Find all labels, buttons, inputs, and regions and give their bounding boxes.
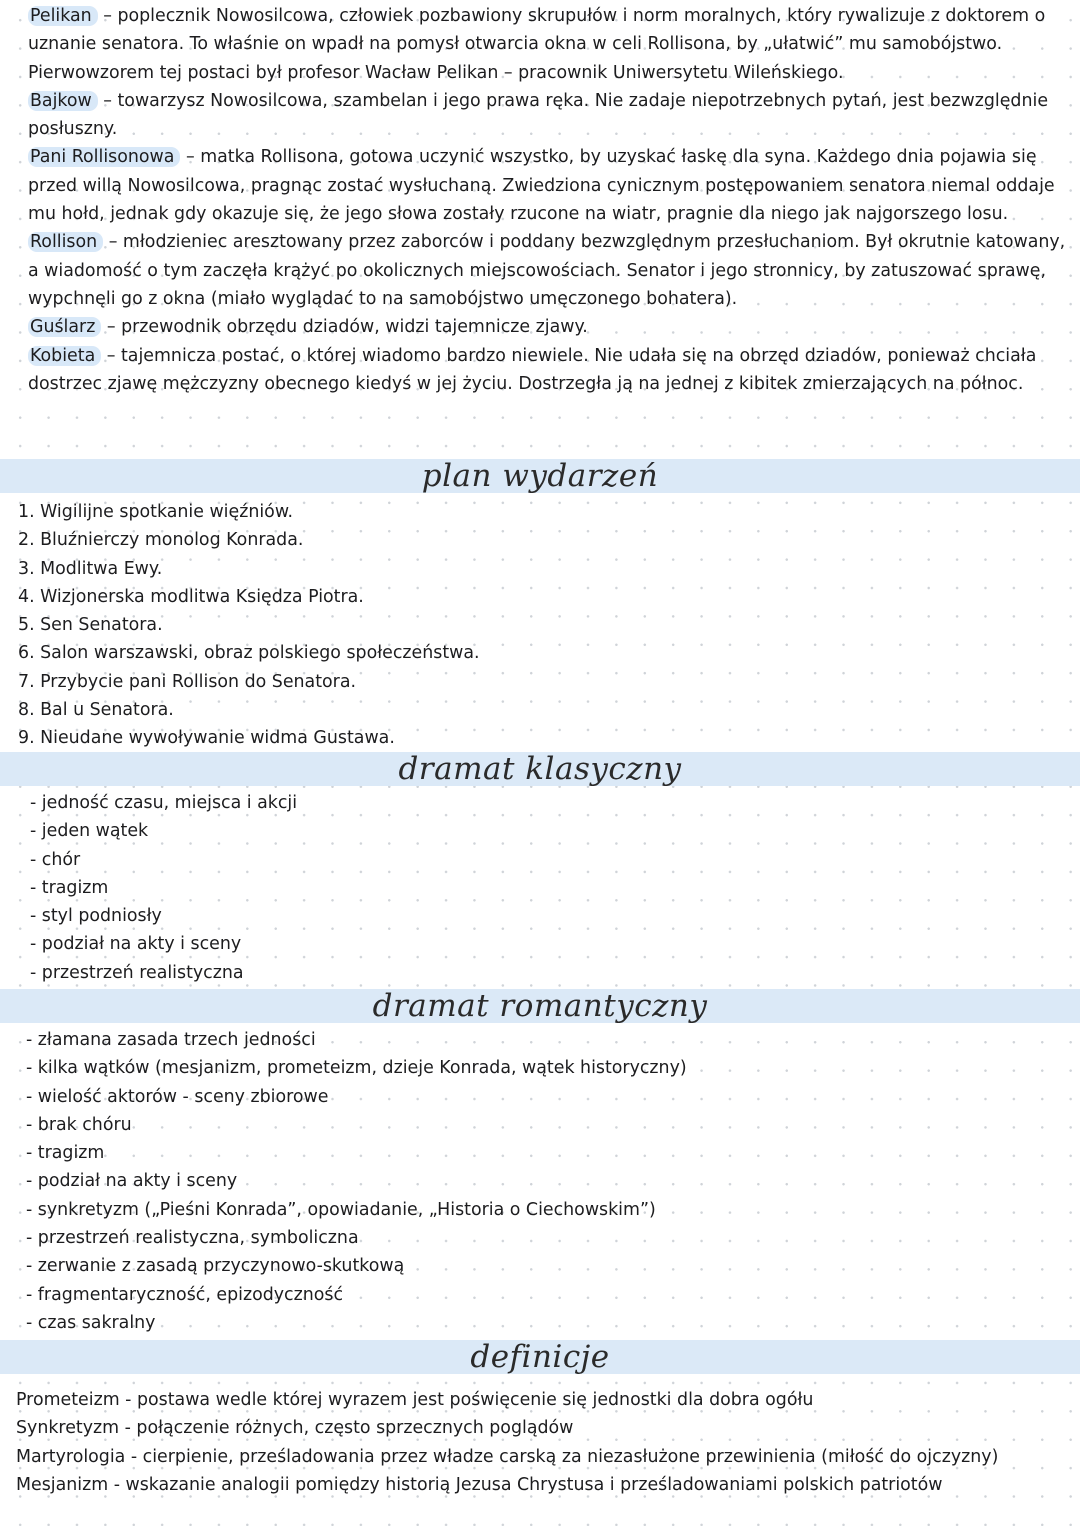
character-name: Pani Rollisonowa bbox=[28, 147, 180, 167]
definitions-list bbox=[16, 1386, 998, 1499]
classical-list bbox=[30, 789, 297, 987]
character-description: – towarzysz Nowosilcowa, szambelan i jego prawa ręka. Nie zadaje niepotrzebnych pytań, jest bezwzględnie posłuszny. bbox=[28, 90, 1049, 140]
character-entry bbox=[28, 143, 1068, 228]
list-item: - zerwanie z zasadą przyczynowo-skutkową bbox=[26, 1256, 405, 1277]
list-item: - tragizm bbox=[30, 877, 109, 898]
character-name: Rollison bbox=[28, 232, 103, 252]
list-item: - brak chóru bbox=[26, 1114, 132, 1135]
romantic-list bbox=[26, 1026, 687, 1337]
list-item: - fragmentaryczność, epizodyczność bbox=[26, 1284, 344, 1305]
character-description: – poplecznik Nowosilcowa, człowiek pozbawiony skrupułów i norm moralnych, który rywalizuje z doktorem o uznanie senatora. To właśnie on wpadł na pomysł otwarcia okna w celi Rollisona, by „ułatwić” mu samobójstwo. Pierwowzorem tej postaci był profesor Wacław Pelikan – pracownik Uniwersytetu Wileńskiego. bbox=[28, 6, 1046, 83]
list-item: - styl podniosły bbox=[30, 906, 162, 927]
list-item: 3. Modlitwa Ewy. bbox=[18, 558, 163, 579]
section-title-definitions: definicje bbox=[470, 1339, 610, 1375]
list-item: - jedność czasu, miejsca i akcji bbox=[30, 793, 298, 813]
list-item: - czas sakralny bbox=[26, 1312, 156, 1333]
character-name: Guślarz bbox=[28, 317, 101, 337]
character-description: – młodzieniec aresztowany przez zaborców i poddany bezwzględnym przesłuchaniom. Był okrutnie katowany, a wiadomość o tym zaczęła krążyć po okolicznych miejscowościach. Senator i jego stronnicy, by zatuszować sprawę, wypchnęli go z okna (miało wyglądać to na samobójstwo umęczonego bohatera). bbox=[28, 232, 1066, 309]
list-item: - podział na akty i sceny bbox=[30, 934, 242, 955]
section-title-romantic: dramat romantyczny bbox=[372, 988, 708, 1024]
list-item: - synkretyzm („Pieśni Konrada”, opowiadanie, „Historia o Ciechowskim”) bbox=[26, 1199, 656, 1220]
definition-item: Mesjanizm - wskazanie analogii pomiędzy historią Jezusa Chrystusa i prześladowaniami polskich patriotów bbox=[16, 1474, 943, 1495]
list-item: 5. Sen Senatora. bbox=[18, 615, 163, 636]
character-entry bbox=[28, 342, 1068, 399]
list-item: 2. Bluźnierczy monolog Konrada. bbox=[18, 530, 304, 551]
character-name: Bajkow bbox=[28, 91, 98, 111]
character-entry bbox=[28, 87, 1068, 144]
character-entry bbox=[28, 2, 1068, 87]
list-item: - wielość aktorów - sceny zbiorowe bbox=[26, 1086, 329, 1107]
list-item: - przestrzeń realistyczna, symboliczna bbox=[26, 1228, 359, 1249]
list-item: - podział na akty i sceny bbox=[26, 1171, 238, 1192]
list-item: - złamana zasada trzech jedności bbox=[26, 1030, 316, 1050]
list-item: - chór bbox=[30, 849, 81, 870]
character-description: – matka Rollisona, gotowa uczynić wszystko, by uzyskać łaskę dla syna. Każdego dnia pojawia się przed willą Nowosilcowa, pragnąc zostać wysłuchaną. Zwiedziona cynicznym postępowaniem senatora niemal oddaje mu hołd, jednak gdy okazuje się, że jego słowa zostały rzucone na wiatr, pragnie dla niego jak najgorszego losu. bbox=[28, 147, 1055, 225]
character-name: Pelikan bbox=[28, 6, 98, 26]
character-entry bbox=[28, 313, 1068, 341]
list-item: - kilka wątków (mesjanizm, prometeizm, dzieje Konrada, wątek historyczny) bbox=[26, 1058, 687, 1079]
plan-list bbox=[18, 498, 480, 753]
definition-item: Martyrologia - cierpienie, prześladowania przez władze carską za niezasłużone przewinienia (miłość do ojczyzny) bbox=[16, 1446, 999, 1467]
section-title-classical: dramat klasyczny bbox=[398, 751, 682, 787]
character-entry bbox=[28, 228, 1068, 313]
character-name: Kobieta bbox=[28, 346, 101, 366]
definition-item: Prometeizm - postawa wedle której wyrazem jest poświęcenie się jednostki dla dobra ogółu bbox=[16, 1390, 814, 1410]
list-item: - przestrzeń realistyczna bbox=[30, 962, 244, 983]
list-item: 6. Salon warszawski, obraz polskiego społeczeństwa. bbox=[18, 643, 480, 664]
list-item: - jeden wątek bbox=[30, 821, 149, 842]
list-item: 9. Nieudane wywoływanie widma Gustawa. bbox=[18, 728, 395, 749]
characters-section bbox=[28, 2, 1068, 398]
definition-item: Synkretyzm - połączenie różnych, często sprzecznych poglądów bbox=[16, 1418, 574, 1439]
character-description: – przewodnik obrzędu dziadów, widzi tajemnicze zjawy. bbox=[101, 317, 588, 338]
section-title-plan: plan wydarzeń bbox=[421, 458, 659, 494]
list-item: 1. Wigilijne spotkanie więźniów. bbox=[18, 502, 293, 522]
list-item: - tragizm bbox=[26, 1143, 105, 1164]
list-item: 8. Bal u Senatora. bbox=[18, 700, 174, 721]
list-item: 7. Przybycie pani Rollison do Senatora. bbox=[18, 671, 357, 692]
character-description: – tajemnicza postać, o której wiadomo bardzo niewiele. Nie udała się na obrzęd dziadów, ponieważ chciała dostrzec zjawę mężczyzny obecnego kiedyś w jej życiu. Dostrzegła ją na jednej z kibitek zmierzających na północ. bbox=[28, 345, 1037, 394]
list-item: 4. Wizjonerska modlitwa Księdza Piotra. bbox=[18, 586, 364, 607]
